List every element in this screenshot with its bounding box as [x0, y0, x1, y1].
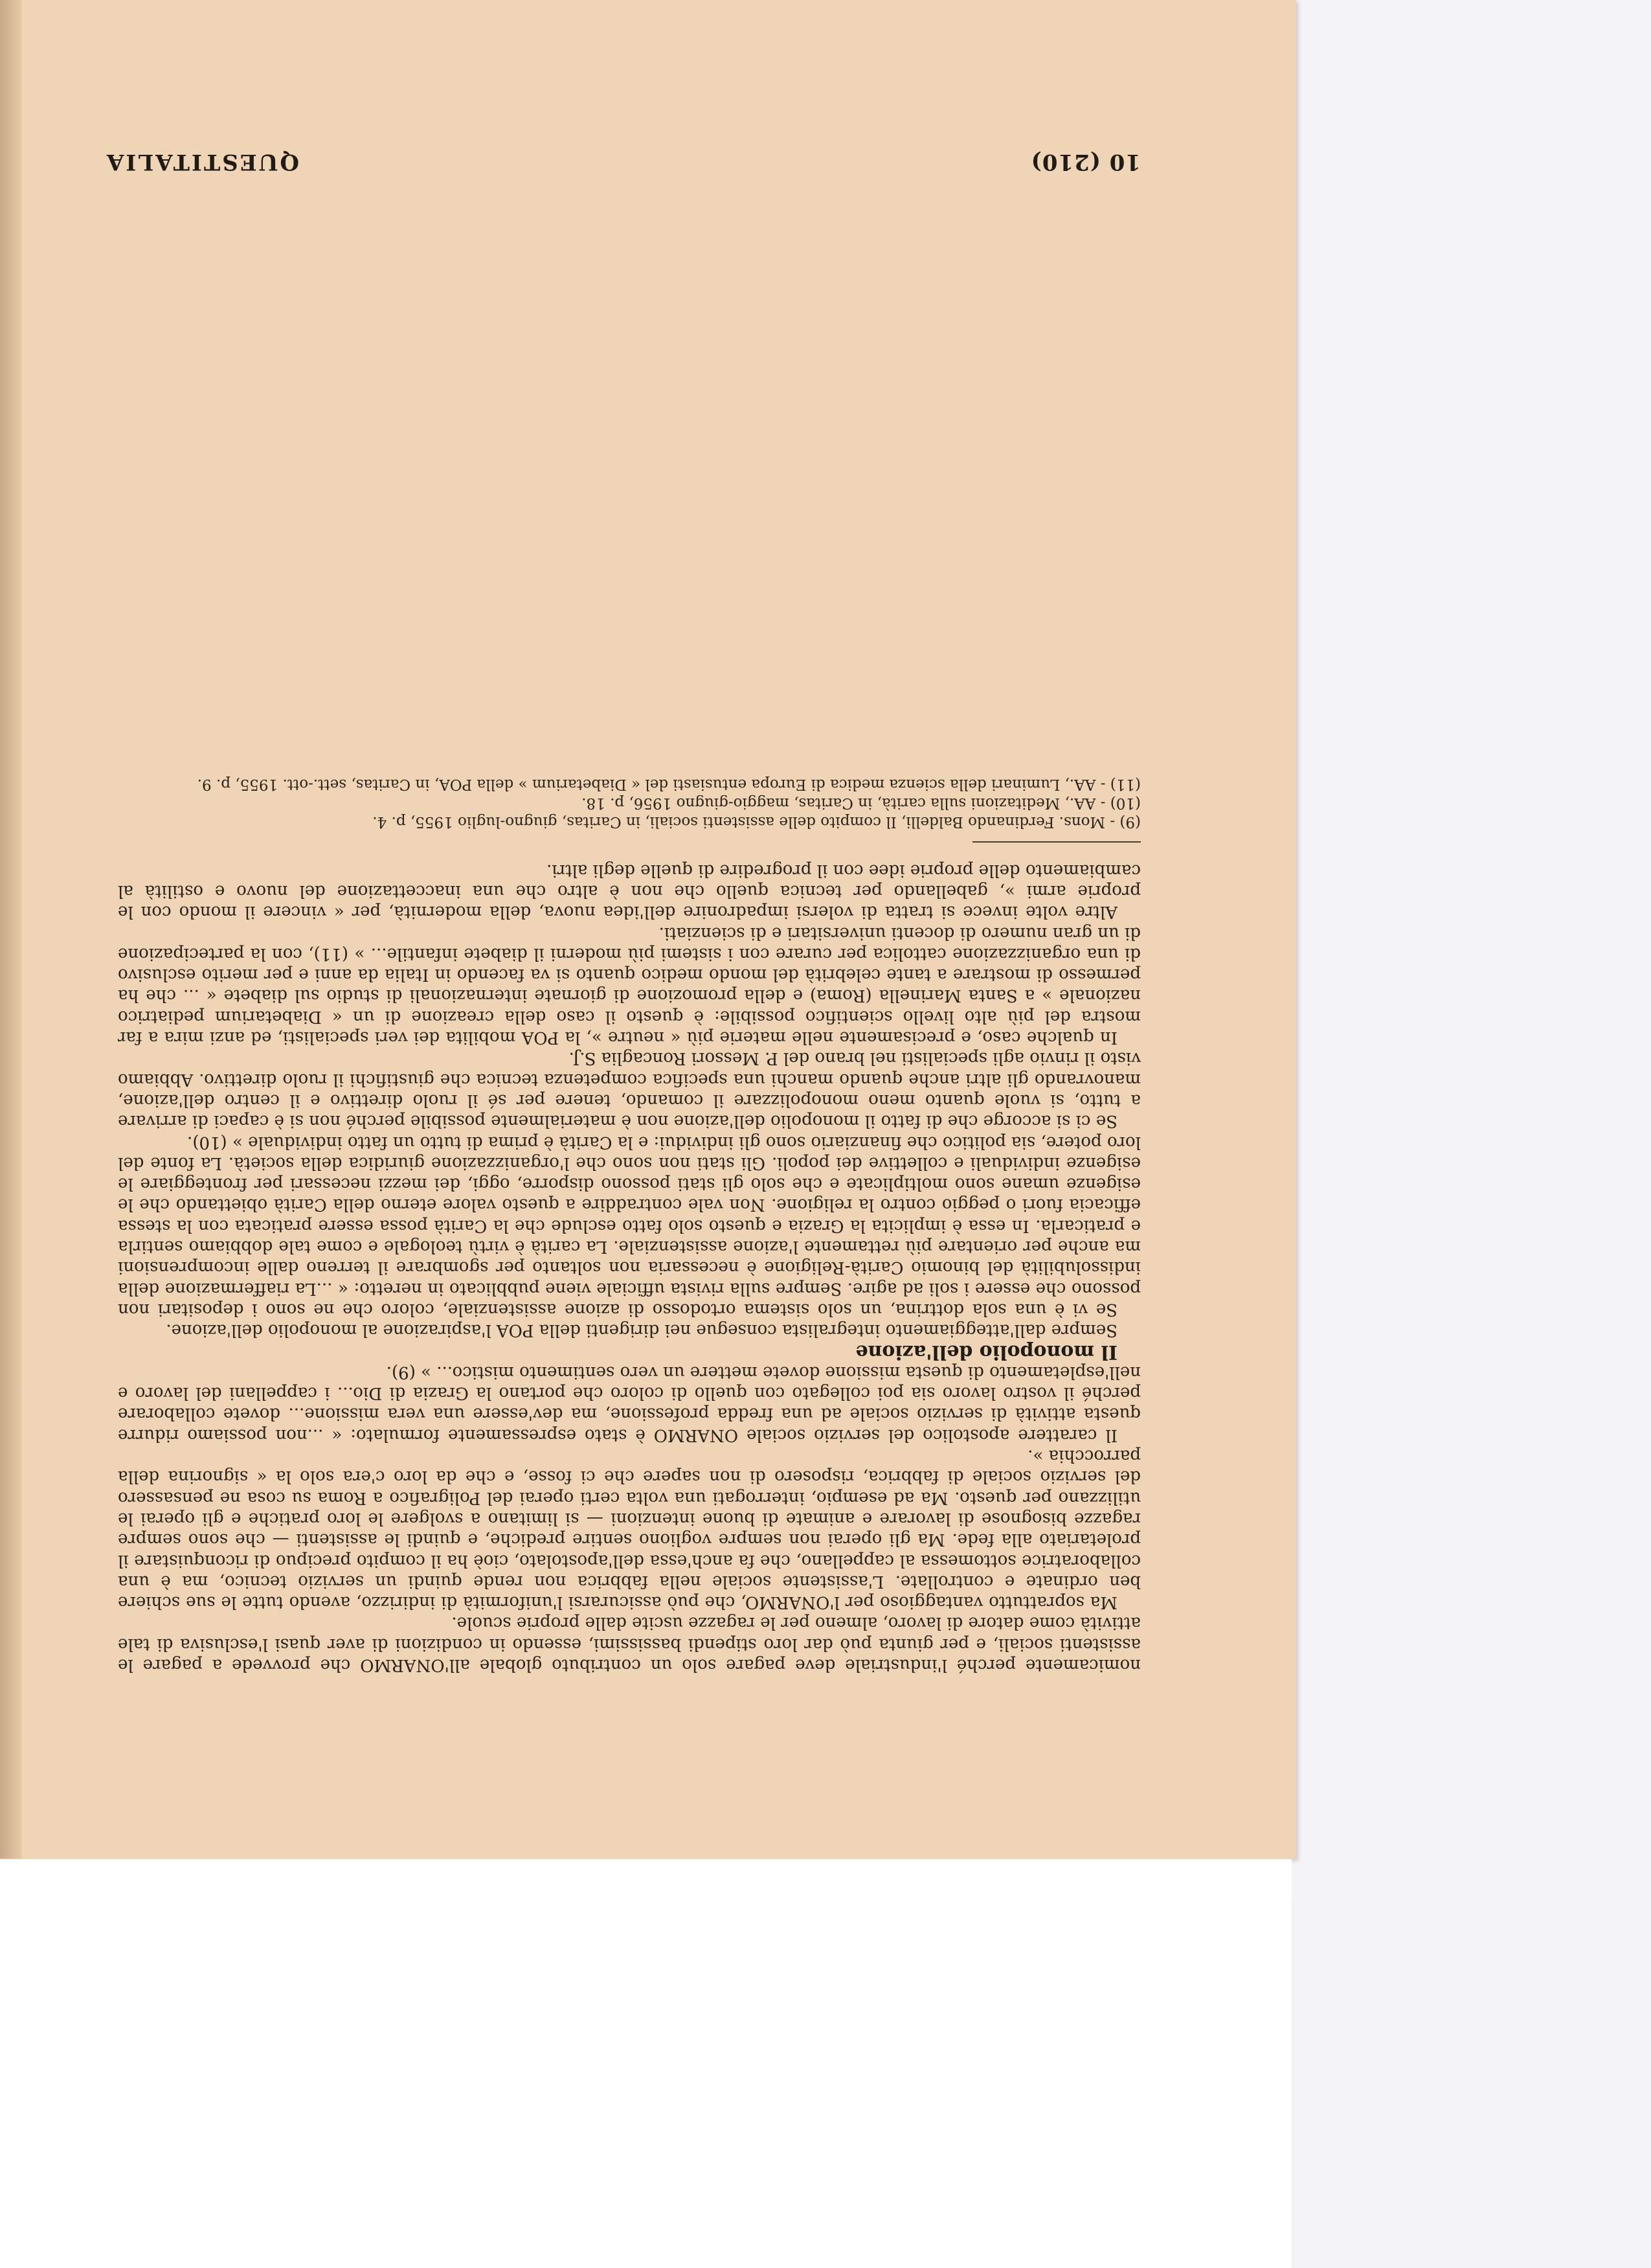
magazine-title: QUESTITALIA: [105, 149, 299, 175]
article-body: [118, 775, 1141, 1675]
paragraph: In qualche caso, e precisamente nelle materie più « neutre », la POA mobilita dei veri specialisti, ed anzi mira a far mostra del più alto livello scientifico possibile: è questo il caso della creazione di un « Diabetarium pediatrico nazionale » a Santa Marinella (Roma) e della promozione di giornate internazionali di studio sul diabete « ... che ha permesso di mostrare a tante celebrità del mondo medico quanto si va facendo in Italia da anni e per merito esclusivo di una organizzazione cattolica per curare con i sistemi più moderni il diabete infantile... » (11), con la partecipazione di un gran numero di docenti universitari e di scienziati.: [118, 923, 1141, 1048]
paragraph: Il carattere apostolico del servizio sociale ONARMO è stato espressamente formulato: « ...non possiamo ridurre questa attività di servizio sociale ad una fredda professione, ma dev'essere una vera missione... dovete collaborare perché il vostro lavoro sia poi collegato con quello di coloro che portano la Grazia di Dio... i cappellani del lavoro e nell'espletamento di questa missione dovete mettere un vero sentimento mistico... » (9).: [118, 1362, 1141, 1445]
paragraph: Se ci si accorge che di fatto il monopolio dell'azione non è materialmente possibile perché non si è capaci di arrivare a tutto, si vuole quanto meno monopolizzare il comando, tenere per sé il ruolo direttivo e il centro dell'azione, manovrando gli altri anche quando manchi una specifica competenza tecnica che giustifichi il ruolo direttivo. Abbiamo visto il rinvio agli specialisti nel brano del P. Messori Roncaglia S.J.: [118, 1049, 1141, 1131]
page-header: [105, 136, 1141, 175]
underlying-white-sheet: [0, 1859, 1292, 2268]
paragraph: Altre volte invece si tratta di volersi impadronire dell'idea nuova, della modernità, per « vincere il mondo con le proprie armi », gabellando per tecnica quello che non è altro che una inaccettazione del nuovo e ostilità al cambiamento delle proprie idee con il progredire di quelle degli altri.: [118, 860, 1141, 922]
footnotes: [118, 775, 1141, 831]
footnote: (10) - AA., Meditazioni sulla carità, in Caritas, maggio-giugno 1956, p. 18.: [581, 795, 1141, 812]
section-heading: Il monopolio dell'azione: [855, 1340, 1118, 1363]
paragraph: Ma soprattutto vantaggioso per l'ONARMO, che può assicurarsi l'uniformità di indirizzo, avendo tutte le sue schiere ben ordinate e controllate. L'assistente sociale nella fabbrica non rende quindi un servizio tecnico, ma è una collaboratrice sottomessa al cappellano, che fa anch'essa dell'apostolato, cioè ha il compito precipuo di riconquistare il proletariato alla fede. Ma gli operai non sempre vogliono sentire prediche, e quindi le assistenti — che sono sempre ragazze bisognose di lavorare e animate di buone intenzioni — si limitano a svolgere le loro pratiche e gli operai le utilizzano per questo. Ma ad esempio, interrogati una volta certi operai del Poligrafico a Roma su cosa ne pensassero del servizio sociale di fabbrica, risposero di non sapere che ci fosse, e che da loro c'era solo la « signorina della parrocchia ».: [118, 1446, 1141, 1613]
paragraph: Se vi è una sola dottrina, un solo sistema ortodosso di azione assistenziale, coloro che ne sono i depositari non possono che essere i soli ad agire. Sempre sulla rivista ufficiale viene pubblicato in neretto: « ...La riaffermazione della indissolubilità del binomio Carità-Religione è necessaria non soltanto per sgombrare il terreno dalle incomprensioni ma anche per orientare più rettamente l'azione assistenziale. La carità è virtù teologale e come tale dobbiamo sentirla e praticarla. In essa è implicita la Grazia e questo solo fatto esclude che la Carità possa essere praticata con la stessa efficacia fuori o peggio contro la religione. Non vale contraddire a questo valore eterno della Carità obiettando che le esigenze umane sono moltiplicate e che solo gli stati possono disporre, oggi, dei mezzi necessari per fronteggiare le esigenze individuali e collettive dei popoli. Gli stati non sono che l'organizzazione giuridica della società. La fonte del loro potere, sia politico che finanziario sono gli individui: e la Carità è prima di tutto un fatto individuale » (10).: [118, 1132, 1141, 1319]
footnote: (9) - Mons. Ferdinando Baldelli, Il compito delle assistenti sociali, in Caritas, giugno-luglio 1955, p. 4.: [372, 813, 1141, 831]
footnote: (11) - AA., Luminari della scienza medica di Europa entusiasti del « Diabetarium » della POA, in Caritas, sett.-ott. 1955, p. 9.: [197, 776, 1141, 793]
footnote-divider: [972, 841, 1141, 843]
page-number: 10 (210): [1030, 149, 1141, 175]
paragraph: Sempre dall'atteggiamento integralista consegue nei dirigenti della POA l'aspirazione al monopolio dell'azione.: [166, 1321, 1118, 1341]
paragraph: nomicamente perché l'industriale deve pagare solo un contributo globale all'ONARMO che provvede a pagare le assistenti sociali, e per giunta può dar loro stipendi bassissimi, essendo in condizioni di aver quasi l'esclusiva di tale attività come datore di lavoro, almeno per le ragazze uscite dalle proprie scuole.: [118, 1613, 1141, 1675]
